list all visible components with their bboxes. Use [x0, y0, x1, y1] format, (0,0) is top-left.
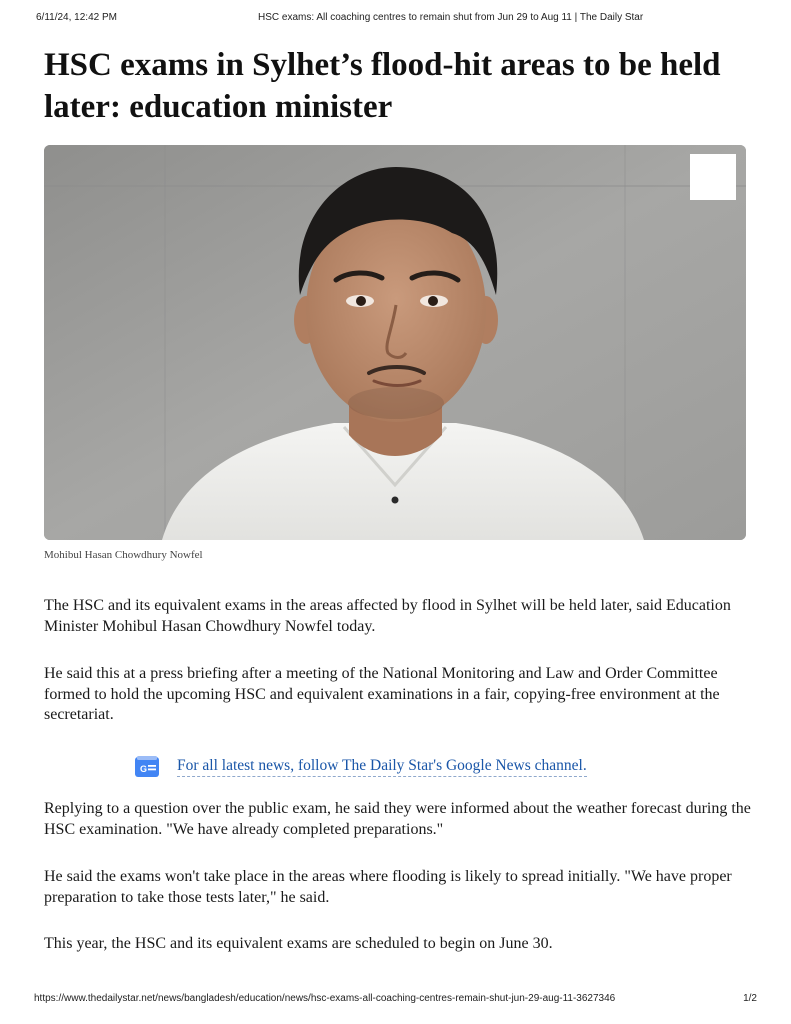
google-news-link-text[interactable]: For all latest news, follow The Daily Star's Google News channel.: [177, 757, 587, 777]
article-photo: [44, 145, 746, 540]
print-footer: [34, 993, 757, 1007]
print-date: 6/11/24, 12:42 PM: [36, 12, 117, 23]
article-headline: HSC exams in Sylhet’s flood-hit areas to be held later: education minister: [44, 47, 721, 125]
photo-caption: Mohibul Hasan Chowdhury Nowfel: [44, 549, 203, 561]
article-paragraph-2: He said this at a press briefing after a meeting of the National Monitoring and Law and Order Committee formed to hold the upcoming HSC and equivalent examinations in a fair, copying-free environment at the secretariat.: [44, 665, 720, 723]
photo-overlay-square: [690, 154, 736, 200]
article-paragraph-4: He said the exams won't take place in the areas where flooding is likely to spread initially. "We have proper preparation to take those tests later," he said.: [44, 868, 732, 906]
google-news-icon: [133, 755, 161, 779]
portrait-illustration: [44, 145, 746, 540]
print-url: https://www.thedailystar.net/news/bangladesh/education/news/hsc-exams-all-coaching-centres-remain-shut-jun-29-aug-11-3627346: [34, 993, 616, 1004]
print-page-number: 1/2: [743, 993, 757, 1004]
article-paragraph-5: This year, the HSC and its equivalent exams are scheduled to begin on June 30.: [44, 935, 553, 952]
print-header: [36, 12, 755, 26]
article-paragraph-3: Replying to a question over the public exam, he said they were informed about the weather forecast during the HSC examination. "We have already completed preparations.": [44, 800, 751, 838]
google-news-follow-link[interactable]: [133, 754, 587, 780]
svg-text:G: G: [140, 764, 148, 774]
print-page-title: HSC exams: All coaching centres to remain shut from Jun 29 to Aug 11 | The Daily Star: [258, 12, 644, 23]
article-paragraph-1: The HSC and its equivalent exams in the areas affected by flood in Sylhet will be held later, said Education Minister Mohibul Hasan Chowdhury Nowfel today.: [44, 597, 731, 635]
